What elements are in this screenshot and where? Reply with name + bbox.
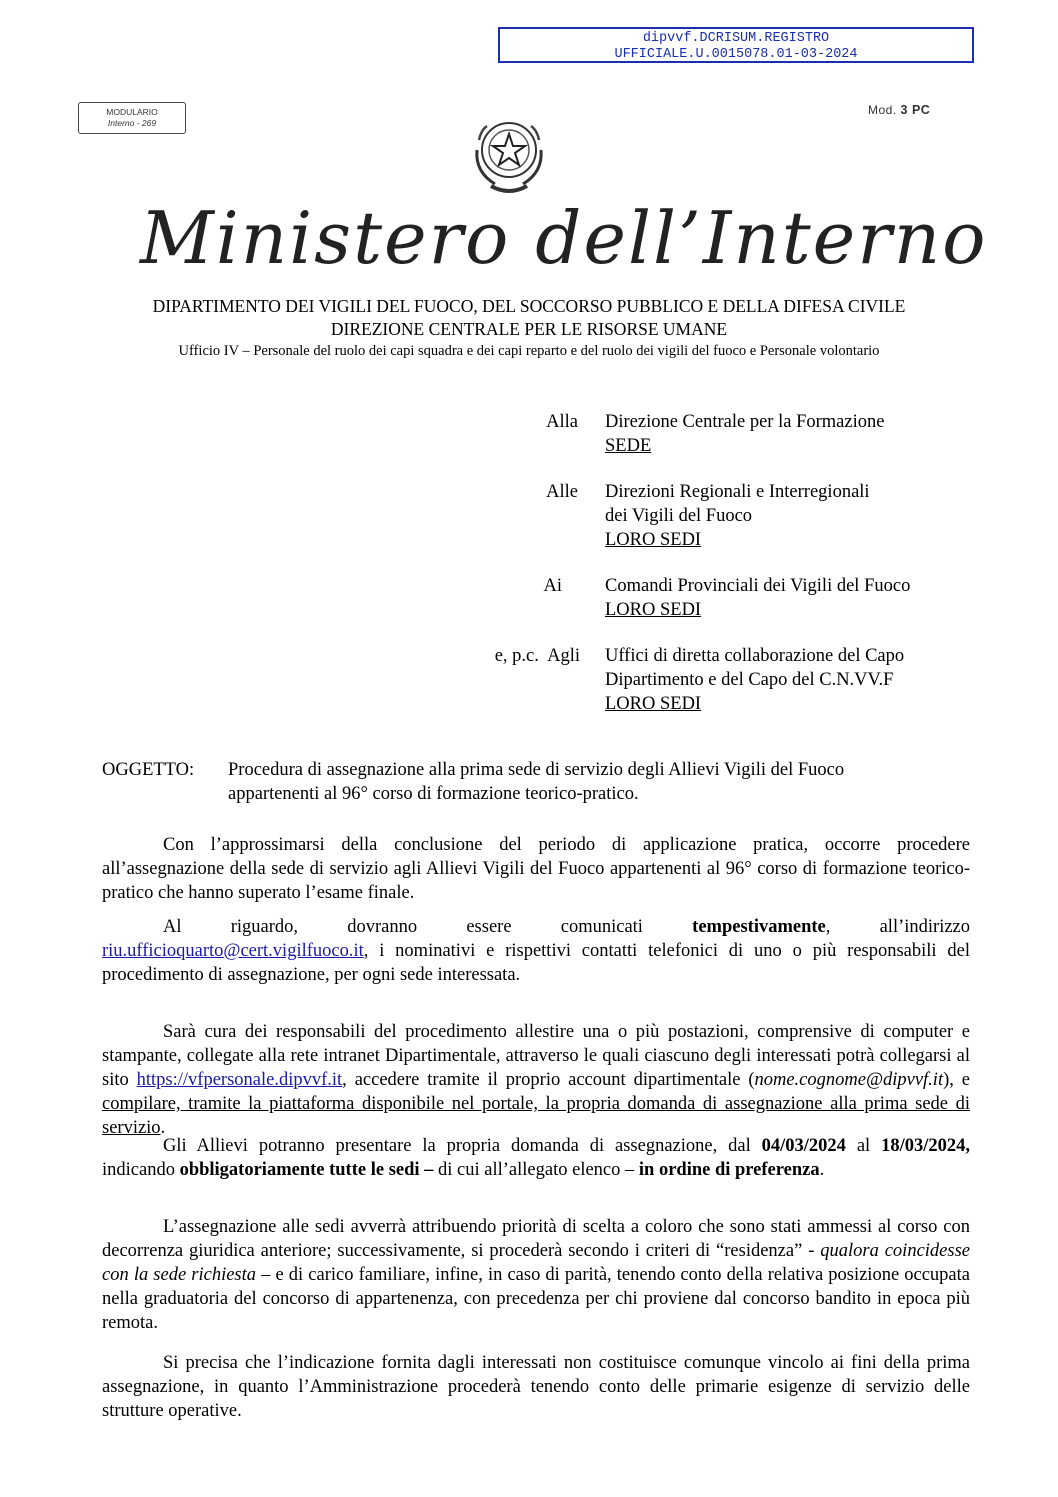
paragraph-text: Con l’approssimarsi della conclusione del periodo di applicazione pratica, occorre procedere all’assegnazione della sede di servizio agli Allievi Vigili del Fuoco appartenenti al 96° corso di formazione teorico-pratico che hanno superato l’esame finale. (102, 835, 970, 903)
protocol-registry: dipvvf.DCRISUM.REGISTRO (642, 31, 830, 46)
recipient-line: Uffici di diretta collaborazione del Capo (605, 646, 905, 666)
recipient-address (605, 480, 1025, 552)
recipient-line: Direzioni Regionali e Interregionali (605, 482, 870, 502)
body-paragraph (102, 1020, 970, 1140)
recipient-location: SEDE (605, 436, 652, 456)
direction-name: DIREZIONE CENTRALE PER LE RISORSE UMANE (330, 319, 728, 339)
paragraph-text: . (160, 1118, 166, 1138)
subject-line: appartenenti al 96° corso di formazione teorico-pratico. (228, 784, 639, 804)
italian-republic-emblem-icon (465, 110, 553, 198)
recipient-prefix: Alle (546, 482, 578, 502)
body-paragraph (102, 915, 970, 987)
recipient-address (605, 574, 1025, 622)
paragraph-text: Sarà cura dei responsabili del procedimento allestire una o più postazioni, comprensive di computer e stampante, collegate alla rete intranet Dipartimentale, attraverso le quali ciascuno degli interessati potrà collegarsi al sito (102, 1022, 970, 1090)
paragraph-text: Al riguardo, dovranno essere comunicati (163, 917, 693, 937)
recipient-prefix: Alla (546, 412, 578, 432)
protocol-number: UFFICIALE.U.0015078.01-03-2024 (614, 47, 858, 62)
form-model-prefix: Mod. (868, 103, 897, 117)
recipient-location: LORO SEDI (605, 600, 702, 620)
recipient-prefix: Ai (543, 576, 562, 596)
start-date: 04/03/2024 (761, 1136, 846, 1156)
recipient-prefix: e, p.c. Agli (494, 646, 580, 666)
account-format-text: nome.cognome@dipvvf.it (754, 1070, 944, 1090)
paragraph-text: L’assegnazione alle sedi avverrà attribuendo priorità di scelta a coloro che sono stati ammessi al corso con decorrenza giuridica anteriore; successivamente, si procederà secondo i criteri di “residenza” - (102, 1217, 970, 1261)
recipient-line: Dipartimento e del Capo del C.N.VV.F (605, 670, 894, 690)
protocol-stamp (498, 27, 974, 63)
subject-label: OGGETTO: (102, 760, 195, 780)
paragraph-text: Si precisa che l’indicazione fornita dagli interessati non costituisce comunque vincolo ai fini della prima assegnazione, in quanto l’Amministrazione procederà tenendo conto delle primarie esigenze di servizio delle strutture operative. (102, 1353, 970, 1421)
modulario-code: Interno - 269 (107, 118, 157, 128)
recipient-location: LORO SEDI (605, 530, 702, 550)
paragraph-text: indicando (102, 1160, 180, 1180)
subject-text (228, 758, 958, 806)
recipient-line: Direzione Centrale per la Formazione (605, 412, 885, 432)
recipient-location: LORO SEDI (605, 694, 702, 714)
modulario-box (78, 102, 186, 134)
office-name: Ufficio IV – Personale del ruolo dei capi squadra e dei capi reparto e del ruolo dei vigili del fuoco e Personale volontario (178, 343, 880, 359)
paragraph-text: di cui all’allegato elenco – (433, 1160, 639, 1180)
ministry-heading: Ministero dell’Interno (140, 196, 988, 280)
form-model-number: 3 PC (900, 103, 931, 117)
subject-line: Procedura di assegnazione alla prima sede di servizio degli Allievi Vigili del Fuoco (228, 760, 845, 780)
recipient-line: dei Vigili del Fuoco (605, 506, 753, 526)
paragraph-text: Gli Allievi potranno presentare la propria domanda di assegnazione, dal (163, 1136, 762, 1156)
form-model-code (868, 103, 930, 117)
body-paragraph (102, 1134, 970, 1182)
paragraph-text: , all’indirizzo (825, 917, 971, 937)
emphasis-text: in ordine di preferenza (638, 1160, 820, 1180)
emphasis-text: obbligatoriamente tutte le sedi – (179, 1160, 434, 1180)
paragraph-text: al (845, 1136, 882, 1156)
underlined-instruction: compilare, tramite la piattaforma disponibile nel portale, la propria domanda di assegnazione alla prima sede di servizio (102, 1094, 970, 1138)
paragraph-text: – e di carico familiare, infine, in caso di parità, tenendo conto della relativa posizione occupata nella graduatoria del concorso di appartenenza, con precedenza per chi proviene dal concorso bandito in epoca più remota. (102, 1265, 970, 1333)
body-paragraph (102, 1351, 970, 1423)
italic-text: qualora coincidesse con la sede richiesta (102, 1241, 970, 1285)
recipient-address (605, 644, 1025, 716)
body-paragraph (102, 833, 970, 905)
recipient-address (605, 410, 1025, 458)
portal-link[interactable]: https://vfpersonale.dipvvf.it (136, 1070, 343, 1090)
paragraph-text: , accedere tramite il proprio account dipartimentale ( (342, 1070, 755, 1090)
paragraph-text: . (819, 1160, 825, 1180)
email-link[interactable]: riu.ufficioquarto@cert.vigilfuoco.it (102, 941, 364, 961)
paragraph-text: ), e (943, 1070, 970, 1090)
body-paragraph (102, 1215, 970, 1335)
end-date: 18/03/2024, (881, 1136, 970, 1156)
department-name: DIPARTIMENTO DEI VIGILI DEL FUOCO, DEL SOCCORSO PUBBLICO E DELLA DIFESA CIVILE (152, 296, 906, 316)
paragraph-text: , i nominativi e rispettivi contatti telefonici di uno o più responsabili del procedimento di assegnazione, per ogni sede interessata. (102, 941, 970, 985)
modulario-title: MODULARIO (106, 107, 158, 117)
emphasis-text: tempestivamente (692, 917, 826, 937)
recipient-line: Comandi Provinciali dei Vigili del Fuoco (605, 576, 911, 596)
